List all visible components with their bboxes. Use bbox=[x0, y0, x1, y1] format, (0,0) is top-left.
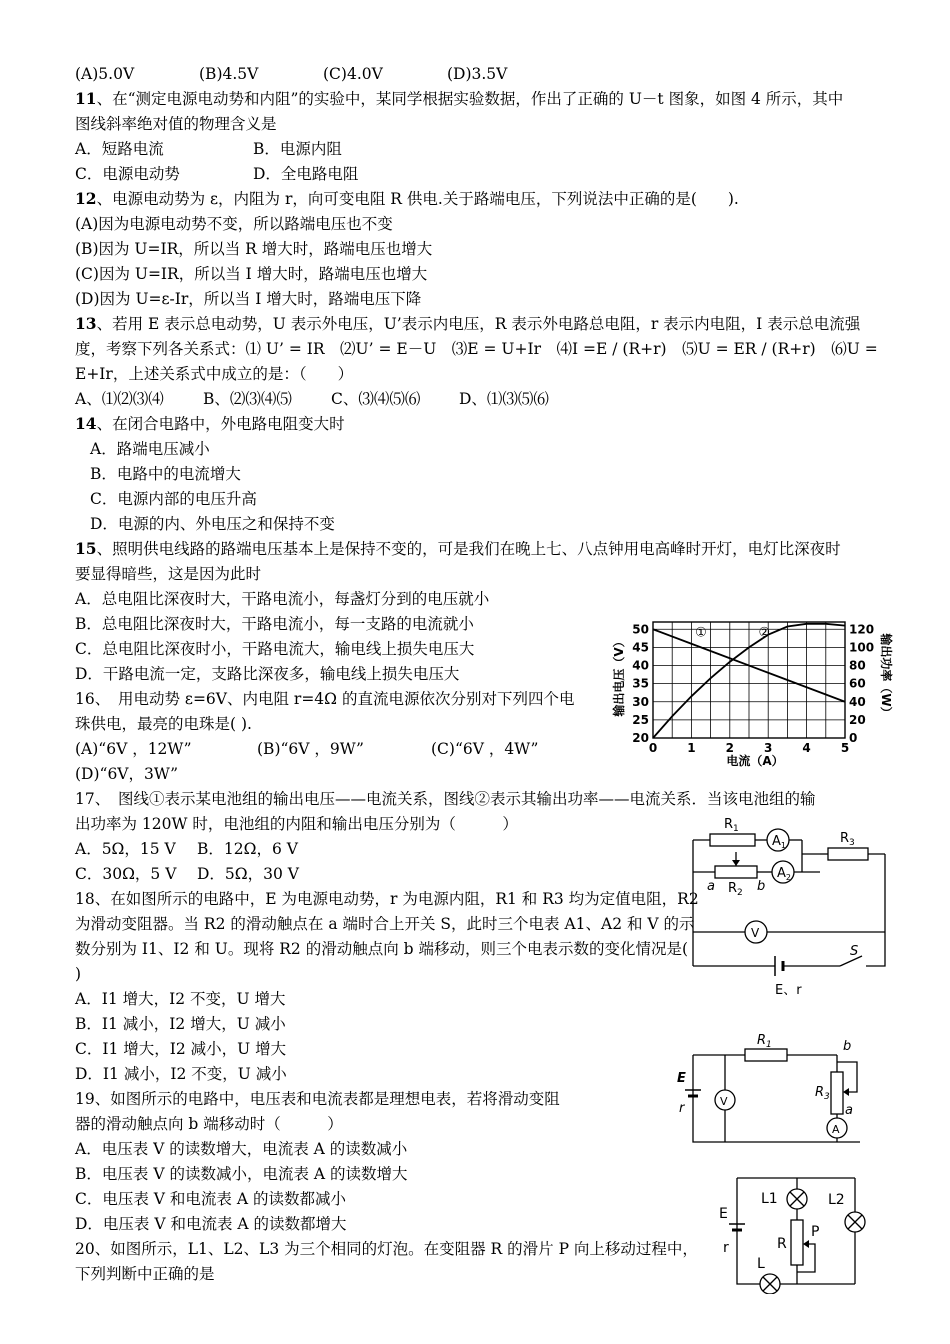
q14-option-d: D．电源的内、外电压之和保持不变 bbox=[90, 515, 335, 533]
chart-y2-tick-label: 60 bbox=[849, 676, 866, 691]
chart-y-tick-label: 50 bbox=[632, 622, 649, 637]
q18-stem-line1: 18、在如图所示的电路中，E 为电源电动势，r 为电源内阻，R1 和 R3 均为定值电阻，R2 bbox=[75, 890, 699, 908]
chart-y-tick-label: 20 bbox=[632, 731, 649, 745]
chart-y2-tick-label: 120 bbox=[849, 622, 875, 637]
q15-stem-line2: 要显得暗些，这是因为此时 bbox=[75, 565, 262, 583]
chart-x-label: 电流（A） bbox=[726, 754, 784, 768]
q18-stem-line4: ) bbox=[75, 965, 82, 983]
chart-series-label-2: ② bbox=[758, 625, 771, 641]
q17-number: 17 bbox=[75, 790, 95, 808]
q15-option-d: D．干路电流一定，支路比深夜多，输电线上损失电压大 bbox=[75, 665, 460, 683]
chart-series-labels bbox=[695, 626, 770, 641]
chart-x-ticks bbox=[649, 741, 849, 755]
q15-option-c: C．总电阻比深夜时小，干路电流大，输电线上损失电压大 bbox=[75, 640, 475, 658]
resistor-r3 bbox=[828, 848, 868, 860]
q10-option-a: (A)5.0V bbox=[75, 65, 135, 83]
chart-y2-tick-label: 20 bbox=[849, 712, 866, 727]
chart-y2-tick-label: 0 bbox=[849, 731, 858, 745]
svg-text:A: A bbox=[832, 1123, 840, 1136]
chart-y2-tick-label: 80 bbox=[849, 658, 866, 673]
chart-y2-tick-label: 40 bbox=[849, 694, 866, 709]
q19-stem-line2: 器的滑动触点向 b 端移动时（ ） bbox=[75, 1115, 343, 1133]
q17-stem-line2: 出功率为 120W 时，电池组的内阻和输出电压分别为（ ） bbox=[75, 815, 518, 833]
svg-text:S: S bbox=[850, 944, 859, 959]
chart-series-label-1: ① bbox=[695, 625, 707, 641]
chart-y-tick-label: 25 bbox=[632, 712, 649, 727]
q13-options: A、⑴⑵⑶⑷ B、⑵⑶⑷⑸ C、⑶⑷⑸⑹ D、⑴⑶⑸⑹ bbox=[75, 390, 549, 408]
svg-text:R2: $R_2$ bbox=[728, 881, 743, 898]
q11-stem-line2: 图线斜率绝对值的物理含义是 bbox=[75, 115, 277, 133]
svg-text:R1: $R_1$ bbox=[724, 817, 739, 834]
svg-text:L: L bbox=[757, 1256, 765, 1272]
circuit-q18 bbox=[690, 810, 895, 1005]
q10-option-d: (D)3.5V bbox=[447, 65, 508, 83]
resistor-r1 bbox=[745, 1049, 787, 1061]
q18-option-d: D．I1 减小，I2 不变，U 减小 bbox=[75, 1065, 287, 1083]
svg-text:A2: $A_2$ bbox=[777, 866, 791, 882]
q17-options-row2: C．30Ω，5 V D．5Ω，30 V bbox=[75, 865, 299, 883]
q13-stem-line3: E+Ir，上述关系式中成立的是：（ ） bbox=[75, 365, 354, 383]
q14-stem: 14、在闭合电路中，外电路电阻变大时 bbox=[75, 414, 345, 433]
q15-stem-line1: 15、照明供电线路的路端电压基本上是保持不变的，可是我们在晚上七、八点钟用电高峰时开灯，电灯比深夜时 bbox=[75, 539, 841, 558]
svg-text:r: r bbox=[723, 1240, 729, 1256]
svg-text:b: b bbox=[757, 879, 766, 894]
q14-option-c: C．电源内部的电压升高 bbox=[90, 490, 257, 508]
q19-option-c: C．电压表 V 和电流表 A 的读数都减小 bbox=[75, 1190, 346, 1208]
q14-option-b: B．电路中的电流增大 bbox=[90, 465, 241, 483]
svg-text:V: V bbox=[720, 1095, 728, 1108]
q18-option-c: C．I1 增大，I2 减小，U 增大 bbox=[75, 1040, 287, 1058]
circuit-q19 bbox=[675, 1030, 875, 1150]
chart-y2-label: 输出功率（W） bbox=[879, 633, 893, 719]
q15-option-b: B．总电阻比深夜时大，干路电流小，每一支路的电流就小 bbox=[75, 615, 474, 633]
output-chart bbox=[605, 608, 895, 770]
q12-stem: 12、电源电动势为 ε，内阻为 r，向可变电阻 R 供电.关于路端电压，下列说法中正确的是( ). bbox=[75, 189, 739, 208]
chart-y-tick-label: 45 bbox=[632, 640, 649, 655]
q11-options-row2: C．电源电动势 D．全电路电阻 bbox=[75, 165, 359, 183]
svg-text:a: a bbox=[707, 879, 715, 894]
q12-option-c: (C)因为 U=IR，所以当 I 增大时，路端电压也增大 bbox=[75, 265, 428, 283]
svg-text:R: R bbox=[777, 1236, 787, 1252]
q13-number: 13 bbox=[75, 314, 97, 333]
q12-option-b: (B)因为 U=IR，所以当 R 增大时，路端电压也增大 bbox=[75, 240, 433, 258]
svg-text:b: b bbox=[843, 1039, 852, 1054]
q13-stem-line2: 度，考察下列各关系式：⑴ U’ = IR ⑵U’ = E－U ⑶E = U+Ir ⑷I =E / (R+r) ⑸U = ER / (R+r) ⑹U = bbox=[75, 340, 878, 358]
q15-number: 15 bbox=[75, 539, 97, 558]
svg-text:a: a bbox=[845, 1103, 853, 1118]
q18-number: 18 bbox=[75, 890, 95, 908]
q12-number: 12 bbox=[75, 189, 97, 208]
chart-x-tick-label: 4 bbox=[802, 741, 811, 755]
q17-stem-line1: 17、 图线①表示某电池组的输出电压——电流关系，图线②表示其输出功率——电流关系．当该电池组的输 bbox=[75, 790, 816, 808]
q16-stem-line2: 珠供电，最亮的电珠是( ). bbox=[75, 715, 252, 733]
svg-text:R3: $R_3$ bbox=[815, 1085, 830, 1102]
chart-y2-tick-label: 100 bbox=[849, 640, 875, 655]
svg-text:L1: L1 bbox=[761, 1191, 778, 1207]
q12-option-d: (D)因为 U=ε-Ir，所以当 I 增大时，路端电压下降 bbox=[75, 290, 422, 308]
chart-y2-ticks bbox=[849, 622, 874, 745]
q18-option-b: B．I1 减小，I2 增大，U 减小 bbox=[75, 1015, 286, 1033]
q16-options-row1: (A)“6V ，12W” (B)“6V ，9W” (C)“6V ，4W” bbox=[75, 740, 539, 758]
resistor-r3 bbox=[831, 1072, 843, 1114]
chart-y-tick-label: 30 bbox=[632, 694, 649, 709]
q20-stem-line2: 下列判断中正确的是 bbox=[75, 1265, 215, 1283]
q17-options-row1: A．5Ω，15 V B．12Ω，6 V bbox=[75, 840, 298, 858]
q10-options bbox=[75, 64, 507, 84]
chart-x-tick-label: 2 bbox=[725, 741, 734, 755]
chart-x-tick-label: 5 bbox=[840, 741, 850, 755]
resistor-r1 bbox=[710, 834, 755, 846]
q20-number: 20 bbox=[75, 1240, 95, 1258]
chart-y-tick-label: 40 bbox=[632, 658, 649, 673]
chart-x-tick-label: 3 bbox=[764, 741, 773, 755]
q16-number: 16 bbox=[75, 690, 95, 708]
q11-stem-line1: 11、在“测定电源电动势和内阻”的实验中，某同学根据实验数据，作出了正确的 U－t 图象，如图 4 所示，其中 bbox=[75, 89, 844, 108]
q19-stem-line1: 19、如图所示的电路中，电压表和电流表都是理想电表，若将滑动变阻 bbox=[75, 1090, 560, 1108]
q11-options-row1: A．短路电流 B．电源内阻 bbox=[75, 140, 342, 158]
svg-text:A1: $A_1$ bbox=[772, 834, 786, 850]
q19-option-d: D．电压表 V 和电流表 A 的读数都增大 bbox=[75, 1215, 347, 1233]
q12-option-a: (A)因为电源电动势不变，所以路端电压也不变 bbox=[75, 215, 393, 233]
q18-stem-line2: 为滑动变阻器。当 R2 的滑动触点在 a 端时合上开关 S，此时三个电表 A1、A2 和 V 的示 bbox=[75, 915, 695, 933]
q10-option-c: (C)4.0V bbox=[323, 65, 383, 83]
svg-text:L2: L2 bbox=[828, 1192, 845, 1208]
q20-stem-line1: 20、如图所示，L1、L2、L3 为三个相同的灯泡。在变阻器 R 的滑片 P 向上移动过程中， bbox=[75, 1240, 698, 1258]
chart-y-ticks bbox=[632, 622, 649, 745]
q15-option-a: A．总电阻比深夜时大，干路电流小，每盏灯分到的电压就小 bbox=[75, 590, 490, 608]
q18-option-a: A．I1 增大，I2 不变，U 增大 bbox=[75, 990, 286, 1008]
q18-stem-line3: 数分别为 I1、I2 和 U。现将 R2 的滑动触点向 b 端移动，则三个电表示数的变化情况是( bbox=[75, 940, 689, 958]
chart-x-tick-label: 0 bbox=[648, 741, 658, 755]
rheostat-r bbox=[791, 1220, 803, 1265]
q13-stem-line1: 13、若用 E 表示总电动势，U 表示外电压，U’表示内电压，R 表示外电路总电阻，r 表示内电阻，I 表示总电流强 bbox=[75, 314, 861, 333]
q16-option-d: (D)“6V，3W” bbox=[75, 765, 179, 783]
q14-option-a: A．路端电压减小 bbox=[90, 440, 210, 458]
chart-x-tick-label: 1 bbox=[687, 741, 696, 755]
svg-text:E: E bbox=[719, 1206, 728, 1222]
svg-text:V: V bbox=[751, 926, 760, 940]
q14-number: 14 bbox=[75, 414, 97, 433]
q16-stem-line1: 16、 用电动势 ε=6V、内电阻 r=4Ω 的直流电源依次分别对下列四个电 bbox=[75, 690, 575, 708]
svg-text:R1: $R_1$ bbox=[757, 1033, 772, 1050]
circuit-q20 bbox=[715, 1172, 875, 1294]
svg-text:E: E bbox=[677, 1071, 686, 1086]
resistor-r2 bbox=[715, 866, 757, 878]
svg-text:R3: $R_3$ bbox=[840, 831, 855, 848]
q10-option-b: (B)4.5V bbox=[199, 65, 259, 83]
q19-option-a: A．电压表 V 的读数增大，电流表 A 的读数减小 bbox=[75, 1140, 408, 1158]
q11-number: 11 bbox=[75, 89, 97, 108]
svg-text:E、r: E、r bbox=[775, 983, 802, 998]
svg-text:r: r bbox=[679, 1101, 685, 1116]
chart-y-label: 输出电压（V） bbox=[612, 635, 626, 717]
chart-y-tick-label: 35 bbox=[632, 676, 649, 691]
svg-text:P: P bbox=[811, 1224, 820, 1240]
q19-number: 19 bbox=[75, 1090, 95, 1108]
q19-option-b: B．电压表 V 的读数减小，电流表 A 的读数增大 bbox=[75, 1165, 408, 1183]
